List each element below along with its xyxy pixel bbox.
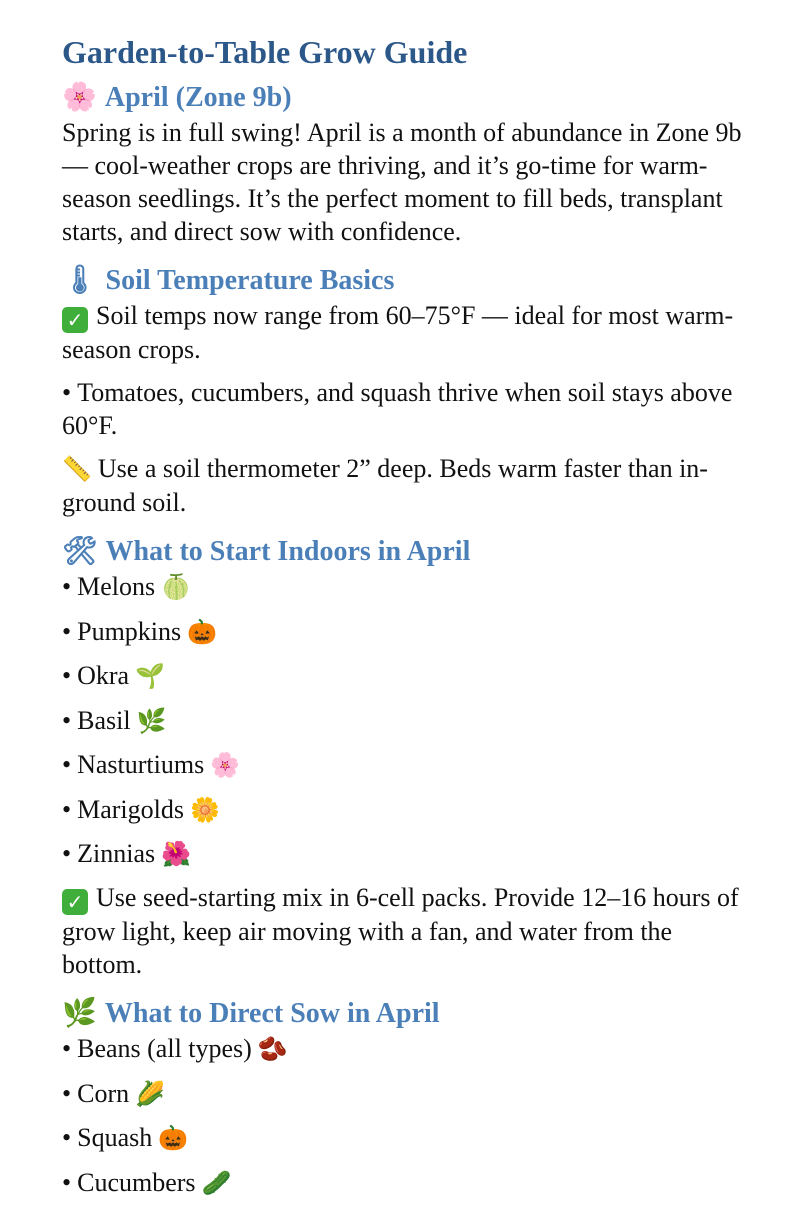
list-item-label: Squash (77, 1123, 153, 1152)
list-item (62, 615, 746, 649)
list-item-label: Beans (all types) (77, 1034, 252, 1063)
list-item-label: Pumpkins (77, 616, 182, 646)
list-item (62, 1121, 746, 1155)
indoors-note-text: Use seed-starting mix in 6-cell packs. Provide 12–16 hours of grow light, keep air moving with a fan, and water from the bottom. (62, 883, 739, 979)
bullet: • (62, 1034, 72, 1063)
corn-icon: 🌽 (135, 1079, 165, 1108)
list-item-label: Nasturtiums (77, 750, 205, 779)
check-mark-icon: ✓ (62, 889, 88, 915)
soil-warm-crops: • Tomatoes, cucumbers, and squash thrive when soil stays above 60°F. (62, 378, 733, 440)
hibiscus-icon: 🌺 (161, 840, 191, 868)
section-heading-direct-sow (62, 995, 746, 1032)
list-item (62, 570, 746, 604)
list-item-label: Melons (77, 572, 156, 601)
list-item-label: Zinnias (77, 839, 156, 868)
herb-icon: 🌿 (136, 706, 167, 735)
melon-icon: 🍈 (161, 573, 191, 601)
indoors-note (62, 881, 746, 981)
jack-o-lantern-icon: 🎃 (187, 617, 218, 646)
bullet: • (62, 1078, 72, 1108)
hammer-and-wrench-icon: 🛠 (62, 534, 98, 567)
bullet: • (62, 1123, 72, 1152)
cucumber-icon: 🥒 (201, 1168, 232, 1197)
list-item-label: Marigolds (77, 794, 184, 824)
direct-sow-list (62, 1032, 746, 1200)
section-heading-april (62, 79, 746, 116)
section-heading-soil (62, 262, 746, 299)
section-heading-indoors (62, 533, 746, 570)
indoors-list (62, 570, 746, 871)
cherry-blossom-icon: 🌸 (62, 80, 97, 113)
list-item-label: Corn (77, 1078, 130, 1108)
bullet: • (62, 794, 72, 824)
list-item (62, 837, 746, 871)
bullet: • (62, 839, 72, 868)
ruler-icon: 📏 (62, 455, 92, 483)
list-item-label: Okra (77, 661, 130, 690)
page-title: Garden-to-Table Grow Guide (62, 34, 468, 70)
bullet: • (62, 750, 72, 779)
soil-thermometer-tip-text: Use a soil thermometer 2” deep. Beds warm faster than in-ground soil. (62, 454, 708, 517)
bullet: • (62, 616, 72, 646)
section-heading-direct-sow-text: What to Direct Sow in April (104, 998, 440, 1029)
bullet: • (62, 572, 72, 601)
seedling-icon: 🌱 (135, 662, 165, 690)
list-item (62, 793, 746, 827)
list-item (62, 659, 746, 693)
blossom-icon: 🌼 (190, 795, 220, 824)
list-item (62, 1032, 746, 1066)
soil-temp-range-text: Soil temps now range from 60–75°F — ideal for most warm-season crops. (62, 301, 734, 364)
jack-o-lantern-icon: 🎃 (158, 1124, 189, 1152)
cherry-blossom-icon: 🌸 (210, 751, 241, 779)
beans-icon: 🫘 (257, 1035, 288, 1063)
list-item (62, 1166, 746, 1200)
list-item (62, 704, 746, 738)
soil-temp-range (62, 299, 746, 366)
thermometer-icon: 🌡 (62, 263, 98, 296)
bullet: • (62, 705, 72, 735)
list-item (62, 1077, 746, 1111)
section-heading-soil-text: Soil Temperature Basics (105, 265, 395, 296)
section-heading-april-text: April (Zone 9b) (104, 82, 292, 113)
section-heading-indoors-text: What to Start Indoors in April (105, 536, 471, 567)
bullet: • (62, 661, 72, 690)
herb-icon: 🌿 (62, 996, 97, 1029)
list-item (62, 748, 746, 782)
april-intro: Spring is in full swing! April is a month of abundance in Zone 9b — cool-weather crops are thriving, and it’s go-time for warm-season seedlings. It’s the perfect moment to fill beds, transplant starts, and direct sow with confidence. (62, 118, 742, 246)
bullet: • (62, 1167, 72, 1197)
check-mark-icon: ✓ (62, 307, 88, 333)
soil-thermometer-tip (62, 452, 746, 519)
list-item-label: Cucumbers (77, 1167, 196, 1197)
list-item-label: Basil (77, 705, 131, 735)
